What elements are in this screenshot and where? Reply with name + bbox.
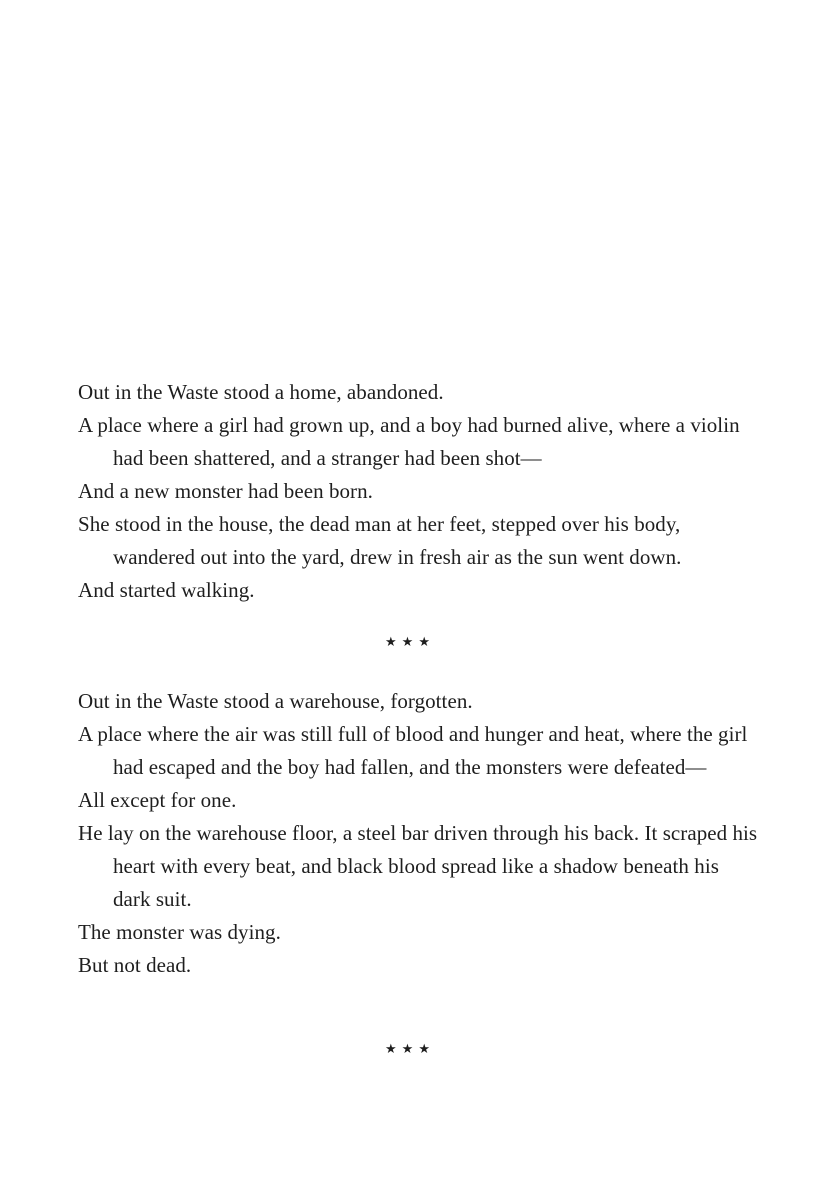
paragraph: All except for one. bbox=[78, 788, 237, 812]
paragraph: A place where the air was still full of blood and hunger and heat, where the girl had escaped and the boy had fallen, and the monsters were defeated— bbox=[78, 722, 748, 779]
paragraph: Out in the Waste stood a warehouse, forgotten. bbox=[78, 689, 473, 713]
scene-break-stars: ★★★ bbox=[385, 1041, 435, 1056]
paragraph: The monster was dying. bbox=[78, 920, 281, 944]
paragraph: She stood in the house, the dead man at her feet, stepped over his body, wandered out into the yard, drew in fresh air as the sun went down. bbox=[78, 512, 682, 569]
paragraph: He lay on the warehouse floor, a steel bar driven through his back. It scraped his heart with every beat, and black blood spread like a shadow beneath his dark suit. bbox=[78, 821, 758, 911]
paragraph: A place where a girl had grown up, and a boy had burned alive, where a violin had been shattered, and a stranger had been shot— bbox=[78, 413, 740, 470]
paragraph: Out in the Waste stood a home, abandoned. bbox=[78, 380, 444, 404]
paragraph: But not dead. bbox=[78, 953, 192, 977]
paragraph: And started walking. bbox=[78, 578, 255, 602]
section-two bbox=[78, 685, 758, 982]
scene-break-stars: ★★★ bbox=[385, 634, 435, 649]
paragraph: And a new monster had been born. bbox=[78, 479, 373, 503]
section-one bbox=[78, 376, 758, 607]
